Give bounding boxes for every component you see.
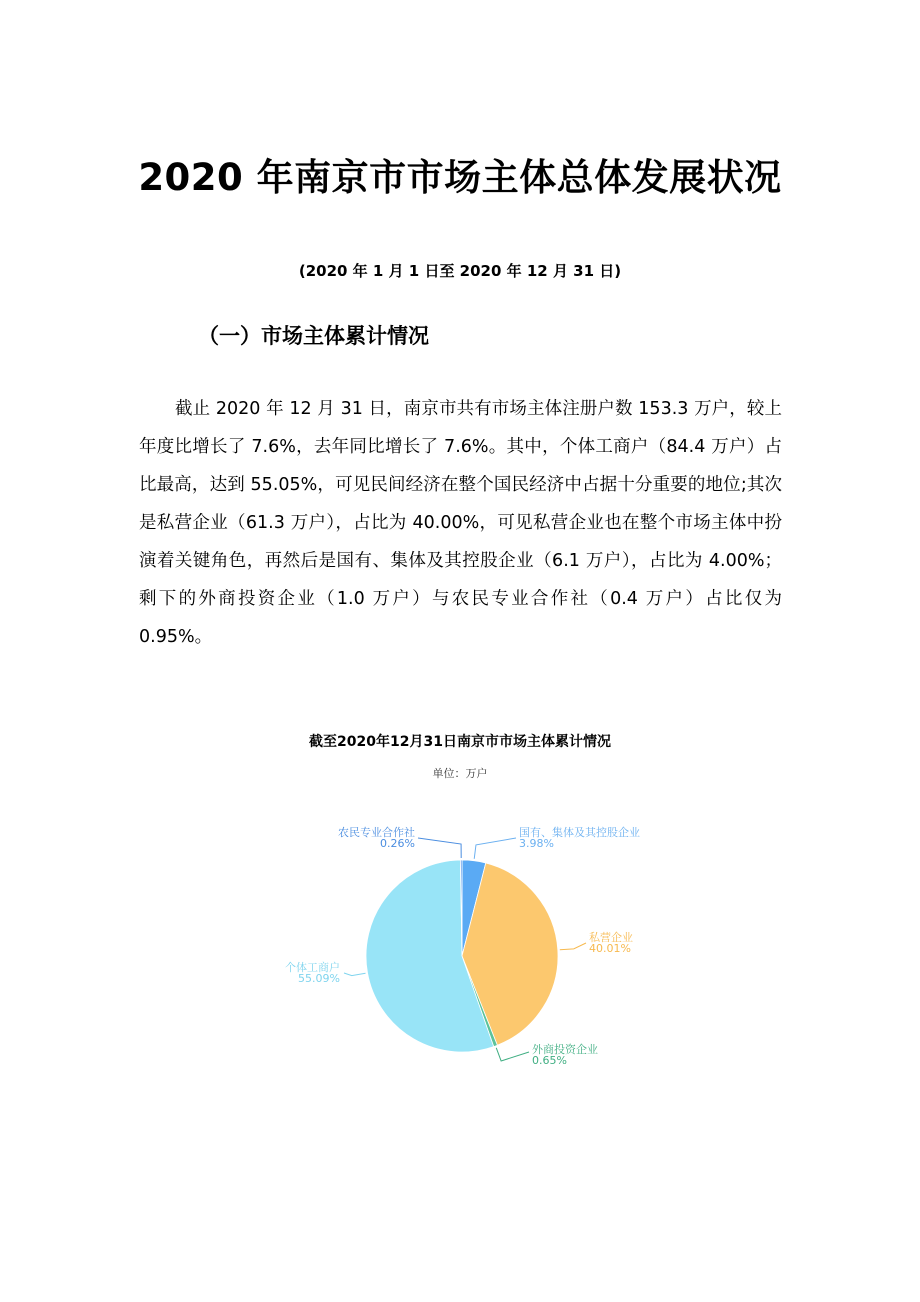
pie-label-name: 国有、集体及其控股企业 (519, 826, 640, 839)
pie-label-name: 外商投资企业 (532, 1043, 598, 1056)
pie-label-name: 个体工商户 (285, 961, 340, 974)
chart-subtitle: 单位：万户 (432, 767, 488, 780)
date-range: (2020 年 1 月 1 日至 2020 年 12 月 31 日) (298, 262, 622, 280)
pie-label-percent: 0.65% (532, 1054, 567, 1067)
section-heading: （一）市场主体累计情况 (198, 324, 429, 348)
pie-chart-svg (140, 720, 780, 1090)
pie-label-percent: 55.09% (298, 972, 340, 985)
pie-leader-line (344, 973, 366, 976)
pie-label-percent: 40.01% (589, 942, 631, 955)
pie-chart (140, 720, 780, 1090)
body-paragraph: 截止 2020 年 12 月 31 日，南京市共有市场主体注册户数 153.3 万户，较上年度比增长了 7.6%，去年同比增长了 7.6%。其中，个体工商户（84.4 万户）占比最高，达到 55.05%，可见民间经济在整个国民经济中占据十分重要的地位;其次是私营企业（61.3 万户），占比为 40.00%，可见私营企业也在整个市场主体中扮演着关键角色，再然后是国有、集体及其控股企业（6.1 万户），占比为 4.00%；剩下的外商投资企业（1.0 万户）与农民专业合作社（0.4 万户）占比仅为 0.95%。 (139, 399, 782, 647)
pie-label-name: 农民专业合作社 (338, 826, 415, 839)
pie-slices (366, 860, 558, 1052)
document-title: 2020 年南京市市场主体总体发展状况 (138, 156, 782, 199)
pie-leader-line (418, 838, 461, 858)
pie-leader-line (496, 1048, 529, 1061)
pie-label-name: 私营企业 (589, 931, 633, 944)
pie-leader-line (474, 838, 516, 859)
chart-title: 截至2020年12月31日南京市市场主体累计情况 (309, 734, 611, 750)
pie-label-percent: 3.98% (519, 837, 554, 850)
pie-leader-line (560, 943, 586, 950)
pie-label-percent: 0.26% (380, 837, 415, 850)
